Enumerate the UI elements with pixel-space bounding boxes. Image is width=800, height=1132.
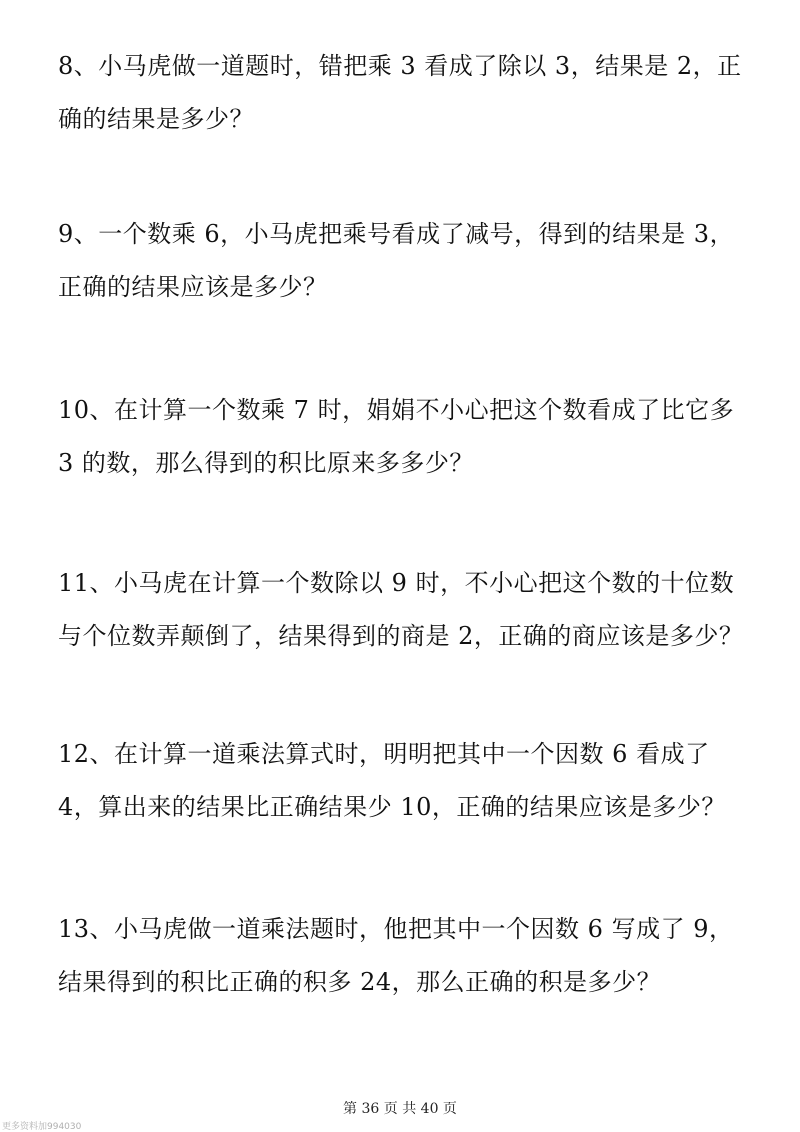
watermark-text: 更多资料加994030 — [2, 1122, 82, 1132]
question-8: 8、小马虎做一道题时，错把乘 3 看成了除以 3，结果是 2，正确的结果是多少？ — [58, 52, 742, 133]
question-10: 10、在计算一个数乘 7 时，娟娟不小心把这个数看成了比它多 3 的数，那么得到的积比原来多多少？ — [58, 396, 735, 477]
question-13: 13、小马虎做一道乘法题时，他把其中一个因数 6 写成了 9，结果得到的积比正确的积多 24，那么正确的积是多少？ — [58, 915, 734, 996]
question-9: 9、一个数乘 6，小马虎把乘号看成了减号，得到的结果是 3，正确的结果应该是多少？ — [58, 220, 735, 301]
question-11: 11、小马虎在计算一个数除以 9 时，不小心把这个数的十位数与个位数弄颠倒了，结果得到的商是 2，正确的商应该是多少？ — [58, 569, 744, 650]
page-number-footer: 第 36 页 共 40 页 — [343, 1101, 457, 1117]
question-12: 12、在计算一道乘法算式时，明明把其中一个因数 6 看成了 4，算出来的结果比正确结果少 10，正确的结果应该是多少？ — [58, 740, 726, 821]
